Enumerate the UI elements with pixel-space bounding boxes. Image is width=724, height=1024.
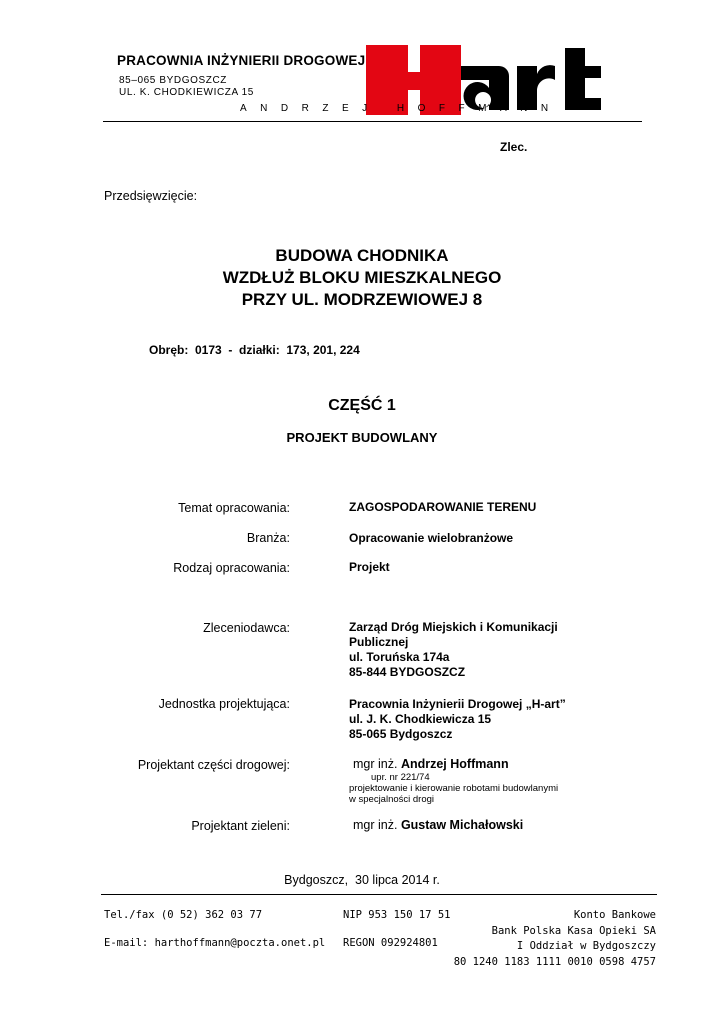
- topic-value: ZAGOSPODAROWANIE TERENU: [349, 500, 537, 514]
- road-designer-value: [349, 757, 558, 805]
- road-designer-name: Andrzej Hoffmann: [400, 757, 509, 771]
- undertaking-label: Przedsięwzięcie:: [104, 189, 198, 203]
- green-designer-label: Projektant zieleni:: [191, 819, 290, 833]
- road-designer-license: upr. nr 221/74: [371, 772, 430, 783]
- unit-line: Pracownia Inżynierii Drogowej „H-art”: [349, 697, 566, 711]
- bank-line: Konto Bankowe: [573, 909, 656, 921]
- bank-line: 80 1240 1183 1111 0010 0598 4757: [453, 955, 656, 968]
- unit-line: ul. J. K. Chodkiewicza 15: [349, 712, 492, 726]
- bank-line: I Oddział w Bydgoszczy: [516, 940, 656, 952]
- bank-line: Bank Polska Kasa Opieki SA: [491, 924, 656, 937]
- footer-phone: Tel./fax (0 52) 362 03 77: [104, 909, 263, 921]
- client-line: Publicznej: [349, 635, 409, 649]
- company-name: PRACOWNIA INŻYNIERII DROGOWEJ: [117, 53, 366, 68]
- footer-divider: [101, 894, 657, 895]
- branch-label: Branża:: [246, 531, 290, 545]
- client-line: 85-844 BYDGOSZCZ: [349, 665, 466, 679]
- branch-value: Opracowanie wielobranżowe: [349, 531, 514, 545]
- client-line: ul. Toruńska 174a: [349, 650, 450, 664]
- parcel-info: Obręb: 0173 - działki: 173, 201, 224: [149, 343, 360, 357]
- title-line: BUDOWA CHODNIKA: [275, 246, 449, 265]
- road-designer-specialty: w specjalności drogi: [349, 794, 435, 805]
- footer-regon: REGON 092924801: [343, 937, 438, 949]
- part-heading: CZĘŚĆ 1: [328, 397, 396, 414]
- road-designer-scope: projektowanie i kierowanie robotami budowlanymi: [349, 783, 559, 794]
- road-designer-name-line: [349, 757, 558, 772]
- project-title: [0, 245, 724, 311]
- company-address-line2: UL. K. CHODKIEWICZA 15: [119, 87, 254, 98]
- green-designer-value: [349, 818, 523, 833]
- project-type: PROJEKT BUDOWLANY: [286, 430, 438, 445]
- order-label: Zlec.: [500, 140, 528, 154]
- green-designer-name: Gustaw Michałowski: [400, 818, 524, 832]
- footer-email: E-mail: harthoffmann@poczta.onet.pl: [104, 937, 326, 949]
- company-address-line1: 85–065 BYDGOSZCZ: [119, 75, 227, 86]
- kind-value: Projekt: [349, 560, 390, 574]
- unit-label: Jednostka projektująca:: [158, 697, 290, 711]
- footer-nip: NIP 953 150 17 51: [343, 909, 451, 921]
- title-line: WZDŁUŻ BLOKU MIESZKALNEGO: [222, 268, 502, 287]
- green-designer-title: mgr inż.: [353, 818, 398, 832]
- kind-label: Rodzaj opracowania:: [173, 561, 290, 575]
- client-label: Zleceniodawca:: [203, 621, 290, 635]
- client-value: [349, 620, 558, 680]
- topic-label: Temat opracowania:: [178, 501, 290, 515]
- road-designer-title: mgr inż.: [353, 757, 398, 771]
- client-line: Zarząd Dróg Miejskich i Komunikacji: [349, 620, 558, 634]
- header-divider: [103, 121, 642, 122]
- unit-line: 85-065 Bydgoszcz: [349, 727, 453, 741]
- title-line: PRZY UL. MODRZEWIOWEJ 8: [241, 290, 483, 309]
- unit-value: [349, 697, 566, 742]
- owner-name: ANDRZEJ HOFFMANN: [240, 103, 562, 114]
- footer-bank: [454, 908, 656, 970]
- place-date: Bydgoszcz, 30 lipca 2014 r.: [284, 873, 440, 887]
- road-designer-label: Projektant części drogowej:: [137, 758, 290, 772]
